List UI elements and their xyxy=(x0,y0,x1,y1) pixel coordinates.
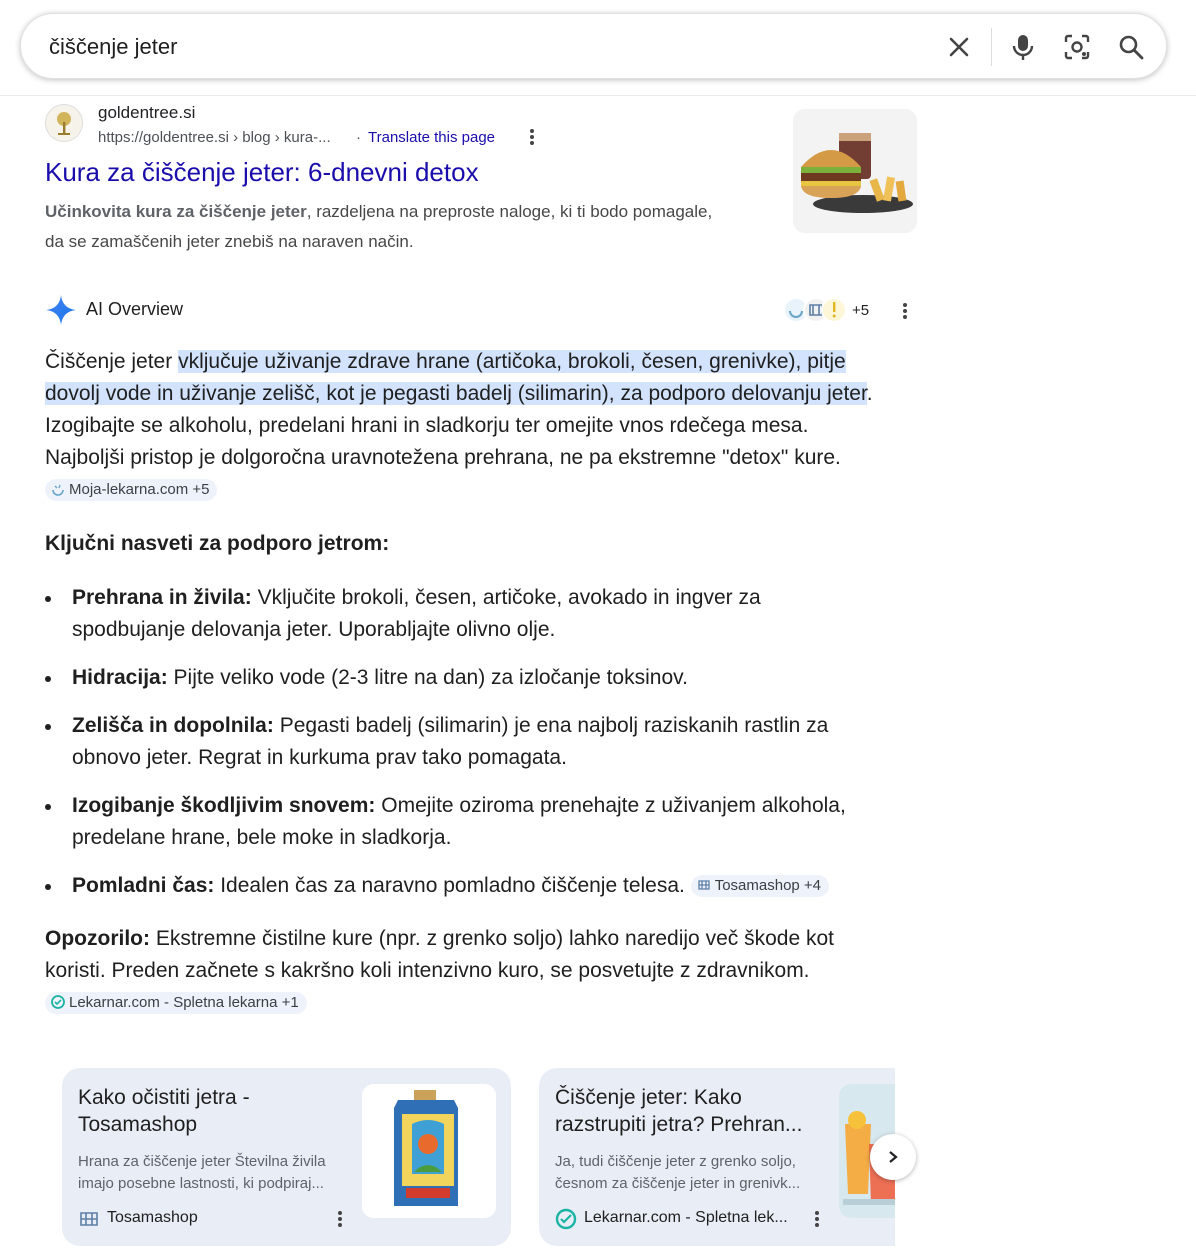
search-divider xyxy=(991,28,992,66)
card-description xyxy=(555,1151,800,1195)
site-favicon[interactable] xyxy=(45,104,83,142)
source-card-lekarnar[interactable] xyxy=(539,1068,895,1246)
tosamashop-icon xyxy=(697,878,711,892)
source-chip-tosamashop[interactable] xyxy=(691,875,829,897)
card-title-line: Tosamashop xyxy=(78,1113,198,1136)
tips-list xyxy=(45,582,875,918)
list-item xyxy=(45,662,875,694)
header-divider xyxy=(0,95,1196,96)
warning-title: Opozorilo: xyxy=(45,927,150,950)
list-item xyxy=(45,710,875,774)
ai-sparkle-icon xyxy=(45,294,77,326)
sources-more-count[interactable]: +5 xyxy=(852,302,870,319)
card-desc-line: imajo posebne lastnosti, ki podpiraj... xyxy=(78,1175,324,1192)
tips-heading: Ključni nasveti za podporo jetrom: xyxy=(45,532,390,555)
intro-highlight: vključuje uživanje zdrave hrane (artičoka, brokoli, česen, grenivke), pitje dovolj vode in uživanje zelišč, kot je pegasti badelj (silimarin), za podporo delovanju jeter xyxy=(45,350,867,405)
chip-label: Lekarnar.com - Spletna lekarna +1 xyxy=(69,994,299,1011)
card-title xyxy=(555,1084,802,1138)
result-title-link[interactable]: Kura za čiščenje jeter: 6-dnevni detox xyxy=(45,157,479,187)
card-image xyxy=(362,1084,496,1218)
tip-text: Omejite oziroma prenehajte z uživanjem alkohola, predelane hrane, bele moke in sladkorja. xyxy=(72,794,846,849)
list-item xyxy=(45,870,875,902)
camera-lens-icon[interactable] xyxy=(1061,31,1093,63)
card-source-name: Tosamashop xyxy=(107,1209,198,1226)
tip-text: Pijte veliko vode (2-3 litre na dan) za izločanje toksinov. xyxy=(167,666,688,689)
card-title-line: Čiščenje jeter: Kako xyxy=(555,1086,742,1109)
intro-text: Čiščenje jeter xyxy=(45,350,179,373)
card-desc-line: česnom za čiščenje jeter in grenivk... xyxy=(555,1175,801,1192)
source-card-tosamashop[interactable] xyxy=(62,1068,511,1246)
card-title xyxy=(78,1084,250,1138)
tip-title: Hidracija: xyxy=(72,666,168,689)
card-title-line: razstrupiti jetra? Prehran... xyxy=(555,1113,803,1136)
card-more-options-icon[interactable] xyxy=(807,1207,827,1231)
chip-label: Moja-lekarna.com +5 xyxy=(69,481,210,498)
search-icon[interactable] xyxy=(1115,31,1147,63)
carousel-next-button[interactable] xyxy=(870,1134,916,1180)
tip-title: Zelišča in dopolnila: xyxy=(72,714,274,737)
search-input[interactable] xyxy=(47,26,911,68)
tip-text: Pegasti badelj (silimarin) je ena najbolj raziskanih rastlin za obnovo jeter. Regrat in kurkuma prav tako pomagata. xyxy=(72,714,829,769)
lekarnar-icon xyxy=(51,995,65,1009)
source-chip-lekarnar[interactable] xyxy=(45,992,307,1014)
source-favicons[interactable] xyxy=(782,295,852,325)
result-snippet xyxy=(45,197,725,257)
list-item xyxy=(45,790,875,854)
site-name[interactable]: goldentree.si xyxy=(98,103,196,122)
card-description xyxy=(78,1151,326,1195)
url-separator: · xyxy=(356,129,361,146)
tip-title: Pomladni čas: xyxy=(72,874,215,897)
snippet-bold: Učinkovita kura za čiščenje jeter xyxy=(45,202,307,221)
mic-icon[interactable] xyxy=(1007,31,1039,63)
ai-overview-label: AI Overview xyxy=(86,299,184,319)
card-desc-line: Hrana za čiščenje jeter Številna živila xyxy=(78,1153,326,1170)
tip-text: Vključite brokoli, česen, artičoke, avokado in ingver za spodbujanje delovanja jeter. Uporabljajte olivno olje. xyxy=(72,586,761,641)
source-chip-moja-lekarna[interactable] xyxy=(45,479,217,501)
warning-paragraph xyxy=(45,923,875,1019)
tip-title: Prehrana in živila: xyxy=(72,586,252,609)
result-thumbnail[interactable] xyxy=(793,109,917,233)
intro-rest: . Izogibajte se alkoholu, predelani hrani in sladkorju ter omejite vnos rdečega mesa. Najboljši pristop je dolgoročna uravnotežena prehrana, ne pa ekstremne "detox" kure. xyxy=(45,382,873,469)
translate-link[interactable]: Translate this page xyxy=(368,129,496,146)
snippet-text: , razdeljena na preproste naloge, ki ti bodo pomagale, da se zamaščenih jeter znebiš na naraven način. xyxy=(45,202,713,251)
chevron-right-icon xyxy=(886,1150,900,1164)
moja-lekarna-icon xyxy=(51,482,65,496)
tosamashop-icon xyxy=(78,1208,100,1230)
ai-more-options-icon[interactable] xyxy=(895,299,915,323)
card-desc-line: Ja, tudi čiščenje jeter z grenko soljo, xyxy=(555,1153,796,1170)
warning-text: Ekstremne čistilne kure (npr. z grenko soljo) lahko naredijo več škode kot koristi. Preden začnete s kakršno koli intenzivno kuro, se posvetujte z zdravnikom. xyxy=(45,927,834,982)
list-item xyxy=(45,582,875,646)
card-title-line: Kako očistiti jetra - xyxy=(78,1086,250,1109)
close-icon[interactable] xyxy=(943,31,975,63)
lekarnar-icon xyxy=(555,1208,577,1230)
chip-label: Tosamashop +4 xyxy=(714,877,822,894)
card-more-options-icon[interactable] xyxy=(330,1207,350,1231)
site-url[interactable]: https://goldentree.si › blog › kura-... xyxy=(98,129,331,146)
tip-text: Idealen čas za naravno pomladno čiščenje telesa. xyxy=(214,874,685,897)
tip-title: Izogibanje škodljivim snovem: xyxy=(72,794,376,817)
more-options-icon[interactable] xyxy=(522,125,542,149)
ai-intro-paragraph xyxy=(45,346,875,506)
search-bar xyxy=(20,13,1167,79)
card-source-name: Lekarnar.com - Spletna lek... xyxy=(584,1209,788,1226)
